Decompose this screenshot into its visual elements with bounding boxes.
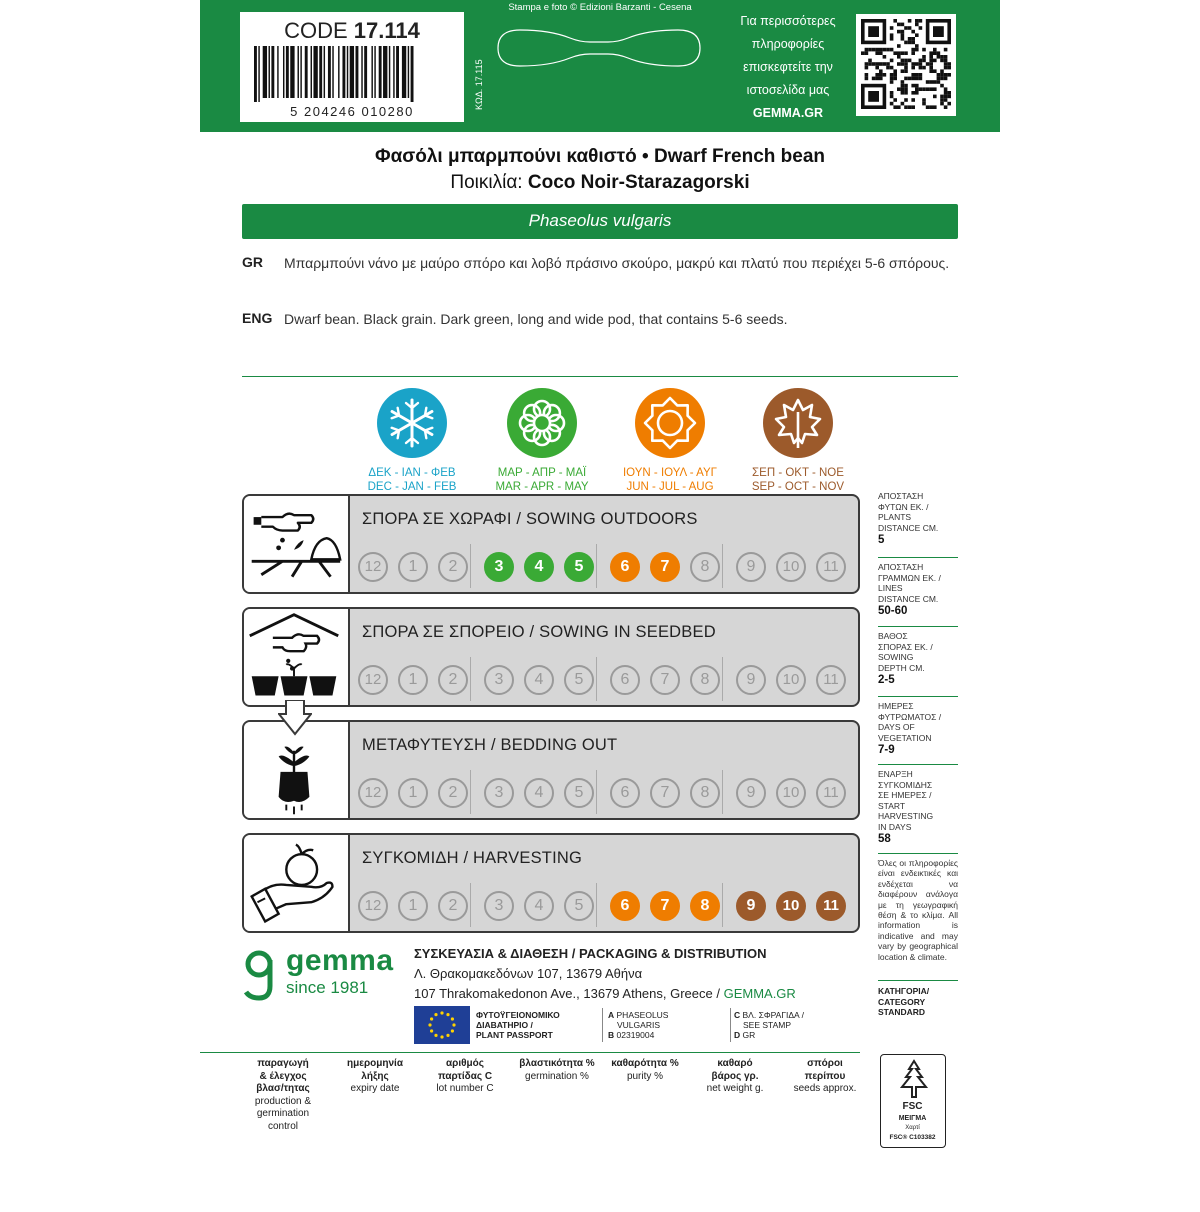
spec-label: ΣΕ ΗΜΕΡΕΣ / (878, 790, 932, 800)
month-7: 7 (650, 552, 680, 582)
quarter-divider (596, 544, 597, 588)
spec-label: START (878, 800, 906, 811)
footer-field (690, 1058, 780, 1096)
season-0 (362, 388, 462, 494)
month-7: 7 (650, 778, 680, 808)
field-label-gr: σπόροι (807, 1058, 843, 1069)
field-label-en: lot number C (436, 1083, 494, 1094)
month-2: 2 (438, 778, 468, 808)
season-en: SEP - OCT - NOV (751, 481, 845, 493)
address-heading: ΣΥΣΚΕΥΑΣΙΑ & ΔΙΑΘΕΣΗ / PACKAGING & DISTRIBUTION (414, 946, 767, 961)
gemma-logo-icon (242, 948, 276, 1002)
field-label-en: germination (256, 1108, 310, 1119)
spec-label: ΣΠΟΡΑΣ ΕΚ. / (878, 641, 933, 652)
category-label: ΚΑΤΗΓΟΡΙΑ/ (878, 986, 930, 996)
spec-label: VEGETATION (878, 732, 932, 743)
month-5: 5 (564, 891, 594, 921)
month-8: 8 (690, 891, 720, 921)
more-info-text (726, 10, 850, 125)
divider (878, 853, 958, 854)
field-label-en: purity % (626, 1070, 664, 1082)
month-9: 9 (736, 891, 766, 921)
month-6: 6 (610, 665, 640, 695)
quarter-divider (722, 544, 723, 588)
season-gr: ΣΕΠ - ΟΚΤ - ΝΟΕ (752, 467, 844, 479)
month-12: 12 (358, 552, 388, 582)
quarter-divider (470, 883, 471, 927)
footer-field (780, 1058, 870, 1096)
field-label-gr: παρτίδας C (437, 1070, 493, 1082)
category (878, 986, 958, 1018)
description-gr: Μπαρμπούνι νάνο με μαύρο σπόρο και λοβό πράσινο σκούρο, μακρύ και πλατύ που περιέχει 5-6 σπόρους. (284, 255, 950, 271)
spec-label: ΣΥΓΚΟΜΙΔΗΣ (878, 779, 933, 790)
lang-gr: GR (242, 254, 263, 270)
month-9: 9 (736, 778, 766, 808)
growing-spec (878, 631, 958, 686)
quarter-divider (722, 883, 723, 927)
calendar-row (242, 607, 860, 707)
more-info-line: Για περισσότερες (740, 14, 836, 28)
month-4: 4 (524, 778, 554, 808)
latin-name: Phaseolus vulgaris (528, 211, 672, 230)
address-en: 107 Thrakomakedonon Ave., 13679 Athens, Greece / GEMMA.GR (414, 986, 796, 1001)
spec-label: ΑΠΟΣΤΑΣΗ (878, 562, 924, 572)
month-5: 5 (564, 778, 594, 808)
spec-label: ΒΑΘΟΣ (878, 631, 908, 641)
month-8: 8 (690, 778, 720, 808)
website-link[interactable]: GEMMA.GR (752, 106, 824, 120)
month-2: 2 (438, 665, 468, 695)
field-label-gr: βλαστικότητα % (519, 1058, 595, 1069)
passport-a-b: A PHASEOLUS VULGARIS B 02319004 (608, 1010, 669, 1040)
disclaimer: Όλες οι πληροφορίες είναι ενδεικτικές και ενδέχεται να διαφέρουν ανάλογα με τη γεωγραφική θέση & το κλίμα. All information is indicative and may vary by geographical location & climate. (878, 858, 958, 962)
category-value: STANDARD (878, 1007, 926, 1017)
month-6: 6 (610, 552, 640, 582)
season-gr: ΙΟΥΝ - ΙΟΥΛ - ΑΥΓ (622, 467, 717, 479)
passport-title: ΦΥΤΟΫΓΕΙΟΝΟΜΙΚΟ ΔΙΑΒΑΤΗΡΙΟ / PLANT PASSPORT (476, 1010, 560, 1040)
field-label-en: control (267, 1120, 298, 1132)
month-12: 12 (358, 891, 388, 921)
spec-label: ΓΡΑΜΜΩΝ ΕΚ. / (878, 572, 941, 583)
divider (200, 1052, 860, 1053)
field-label-gr: ημερομηνία (347, 1058, 403, 1069)
lang-eng: ENG (242, 310, 273, 326)
fsc-badge (880, 1054, 946, 1148)
divider (878, 557, 958, 558)
quarter-divider (470, 657, 471, 701)
spec-value: 5 (878, 534, 885, 546)
calendar-row (242, 833, 860, 933)
eu-flag-icon (414, 1006, 470, 1044)
growing-spec (878, 701, 958, 756)
month-7: 7 (650, 891, 680, 921)
month-6: 6 (610, 778, 640, 808)
spec-label: ΑΠΟΣΤΑΣΗ (878, 491, 924, 501)
month-5: 5 (564, 665, 594, 695)
season-en: JUN - JUL - AUG (626, 481, 714, 493)
month-10: 10 (776, 891, 806, 921)
fsc-license: FSC® C103382 (889, 1134, 936, 1141)
brand-since: since 1981 (286, 978, 369, 997)
month-11: 11 (816, 778, 846, 808)
spec-label: ΗΜΕΡΕΣ (878, 701, 914, 711)
growing-spec (878, 491, 958, 546)
quarter-divider (722, 657, 723, 701)
barcode-box (240, 12, 464, 122)
plant-passport (414, 1006, 818, 1046)
month-2: 2 (438, 552, 468, 582)
month-2: 2 (438, 891, 468, 921)
spec-value: 58 (878, 833, 891, 845)
more-info-line: ιστοσελίδα μας (746, 83, 830, 97)
spec-label: SOWING (878, 652, 914, 662)
category-label: CATEGORY (878, 996, 926, 1007)
fsc-mixed: ΜΕΙΓΜΑ (898, 1115, 927, 1122)
growing-spec (878, 562, 958, 617)
month-12: 12 (358, 778, 388, 808)
printer-credit: Stampa e foto © Edizioni Barzanti - Cesena (508, 2, 692, 13)
month-4: 4 (524, 891, 554, 921)
spec-value: 50-60 (878, 605, 908, 617)
spec-label: PLANTS (878, 512, 912, 522)
sowing-outdoors-icon (244, 496, 350, 592)
field-label-gr: καθαρότητα % (611, 1058, 679, 1069)
spec-label: ΦΥΤΩΝ ΕΚ. / (878, 501, 929, 512)
divider (878, 696, 958, 697)
month-8: 8 (690, 552, 720, 582)
website-link[interactable]: GEMMA.GR (723, 986, 796, 1001)
season-gr: ΜΑΡ - ΑΠΡ - ΜΑΪ (497, 467, 587, 479)
ean-number: 5 204246 010280 (290, 104, 414, 119)
spec-value: 2-5 (878, 674, 895, 686)
quarter-divider (722, 770, 723, 814)
sowing-seedbed-icon (244, 609, 350, 705)
spec-label: ΕΝΑΡΞΗ (878, 769, 913, 779)
month-1: 1 (398, 552, 428, 582)
divider (602, 1008, 603, 1042)
field-label-gr: καθαρό (717, 1058, 753, 1069)
divider (878, 764, 958, 765)
month-3: 3 (484, 778, 514, 808)
spec-label: HARVESTING (878, 811, 934, 821)
month-9: 9 (736, 552, 766, 582)
address-gr: Λ. Θρακομακεδόνων 107, 13679 Αθήνα (414, 966, 643, 981)
field-label-en: seeds approx. (793, 1083, 857, 1094)
spec-value: 7-9 (878, 744, 895, 756)
season-gr: ΔΕΚ - ΙΑΝ - ΦΕΒ (368, 467, 456, 479)
spec-label: DAYS OF (878, 722, 915, 732)
field-label-gr: λήξης (361, 1070, 389, 1082)
transplant-arrow-icon (278, 700, 312, 736)
qr-code-icon[interactable] (856, 14, 956, 116)
spec-label: ΦΥΤΡΩΜΑΤΟΣ / (878, 711, 942, 722)
month-3: 3 (484, 552, 514, 582)
field-label-gr: αριθμός (446, 1058, 484, 1069)
passport-c-d: C ΒΛ. ΣΦΡΑΓΙΔΑ / SEE STAMP D GR (734, 1010, 804, 1040)
season-2 (620, 388, 720, 494)
footer-field (238, 1058, 328, 1133)
month-10: 10 (776, 778, 806, 808)
barcode-icon (254, 46, 450, 102)
month-1: 1 (398, 891, 428, 921)
month-9: 9 (736, 665, 766, 695)
sun-icon (635, 388, 705, 458)
footer-field (600, 1058, 690, 1083)
season-en: MAR - APR - MAY (495, 481, 589, 493)
spec-label: DISTANCE CM. (878, 522, 939, 533)
month-6: 6 (610, 891, 640, 921)
divider (242, 376, 958, 377)
month-3: 3 (484, 665, 514, 695)
leaf-icon (763, 388, 833, 458)
row-title: ΣΠΟΡΑ ΣΕ ΧΩΡΑΦΙ / SOWING OUTDOORS (362, 510, 698, 528)
field-label-en: net weight g. (706, 1083, 764, 1094)
fsc-tree-icon (895, 1059, 933, 1099)
variety-line: Ποικιλία: Coco Noir-Starazagorski (450, 172, 750, 193)
spec-label: LINES (878, 583, 903, 593)
field-label-en: germination % (525, 1070, 589, 1082)
spec-label: DEPTH CM. (878, 662, 925, 673)
field-label-gr: βάρος γρ. (711, 1070, 759, 1082)
snowflake-icon (377, 388, 447, 458)
footer-field (512, 1058, 602, 1083)
month-4: 4 (524, 552, 554, 582)
month-12: 12 (358, 665, 388, 695)
field-label-gr: παραγωγή (257, 1058, 309, 1069)
month-4: 4 (524, 665, 554, 695)
month-5: 5 (564, 552, 594, 582)
season-en: DEC - JAN - FEB (367, 481, 457, 493)
quarter-divider (596, 657, 597, 701)
field-label-en: expiry date (350, 1083, 400, 1094)
product-title: Φασόλι μπαρμπούνι καθιστό • Dwarf French bean (374, 146, 826, 167)
divider (878, 626, 958, 627)
season-1 (492, 388, 592, 494)
row-title: ΣΥΓΚΟΜΙΔΗ / HARVESTING (362, 849, 583, 867)
calendar-row (242, 720, 860, 820)
month-1: 1 (398, 778, 428, 808)
fsc-paper: Χαρτί (905, 1125, 920, 1131)
month-3: 3 (484, 891, 514, 921)
kod-label: ΚΩΔ. 17.115 (474, 59, 484, 110)
month-10: 10 (776, 665, 806, 695)
quarter-divider (470, 770, 471, 814)
month-8: 8 (690, 665, 720, 695)
row-title: ΜΕΤΑΦΥΤΕΥΣΗ / BEDDING OUT (362, 736, 618, 754)
hang-hole-icon (490, 18, 708, 78)
month-11: 11 (816, 665, 846, 695)
month-10: 10 (776, 552, 806, 582)
field-label-gr: βλασ/τητας (256, 1083, 310, 1094)
product-code: CODE 17.114 (284, 18, 420, 43)
bedding-out-icon (244, 722, 350, 818)
footer-field (330, 1058, 420, 1096)
month-11: 11 (816, 552, 846, 582)
field-label-gr: & έλεγχος (259, 1070, 307, 1082)
month-11: 11 (816, 891, 846, 921)
harvesting-icon (244, 835, 350, 931)
fsc-label: FSC (902, 1101, 923, 1112)
latin-name-band (242, 204, 958, 239)
row-title: ΣΠΟΡΑ ΣΕ ΣΠΟΡΕΙΟ / SOWING IN SEEDBED (362, 623, 716, 641)
spec-label: IN DAYS (878, 821, 912, 832)
calendar-row (242, 494, 860, 594)
field-label-en: production & (254, 1095, 312, 1107)
footer-field (420, 1058, 510, 1096)
more-info-line: πληροφορίες (751, 37, 825, 51)
month-1: 1 (398, 665, 428, 695)
flower-icon (507, 388, 577, 458)
brand-name: gemma (286, 944, 394, 977)
quarter-divider (596, 770, 597, 814)
season-3 (748, 388, 848, 494)
month-7: 7 (650, 665, 680, 695)
more-info-line: επισκεφτείτε την (743, 60, 833, 74)
description-eng: Dwarf bean. Black grain. Dark green, long and wide pod, that contains 5-6 seeds. (284, 311, 788, 327)
growing-spec (878, 769, 958, 845)
quarter-divider (596, 883, 597, 927)
quarter-divider (470, 544, 471, 588)
divider (878, 980, 958, 981)
spec-label: DISTANCE CM. (878, 593, 939, 604)
field-label-gr: περίπου (804, 1070, 846, 1082)
divider (730, 1008, 731, 1042)
